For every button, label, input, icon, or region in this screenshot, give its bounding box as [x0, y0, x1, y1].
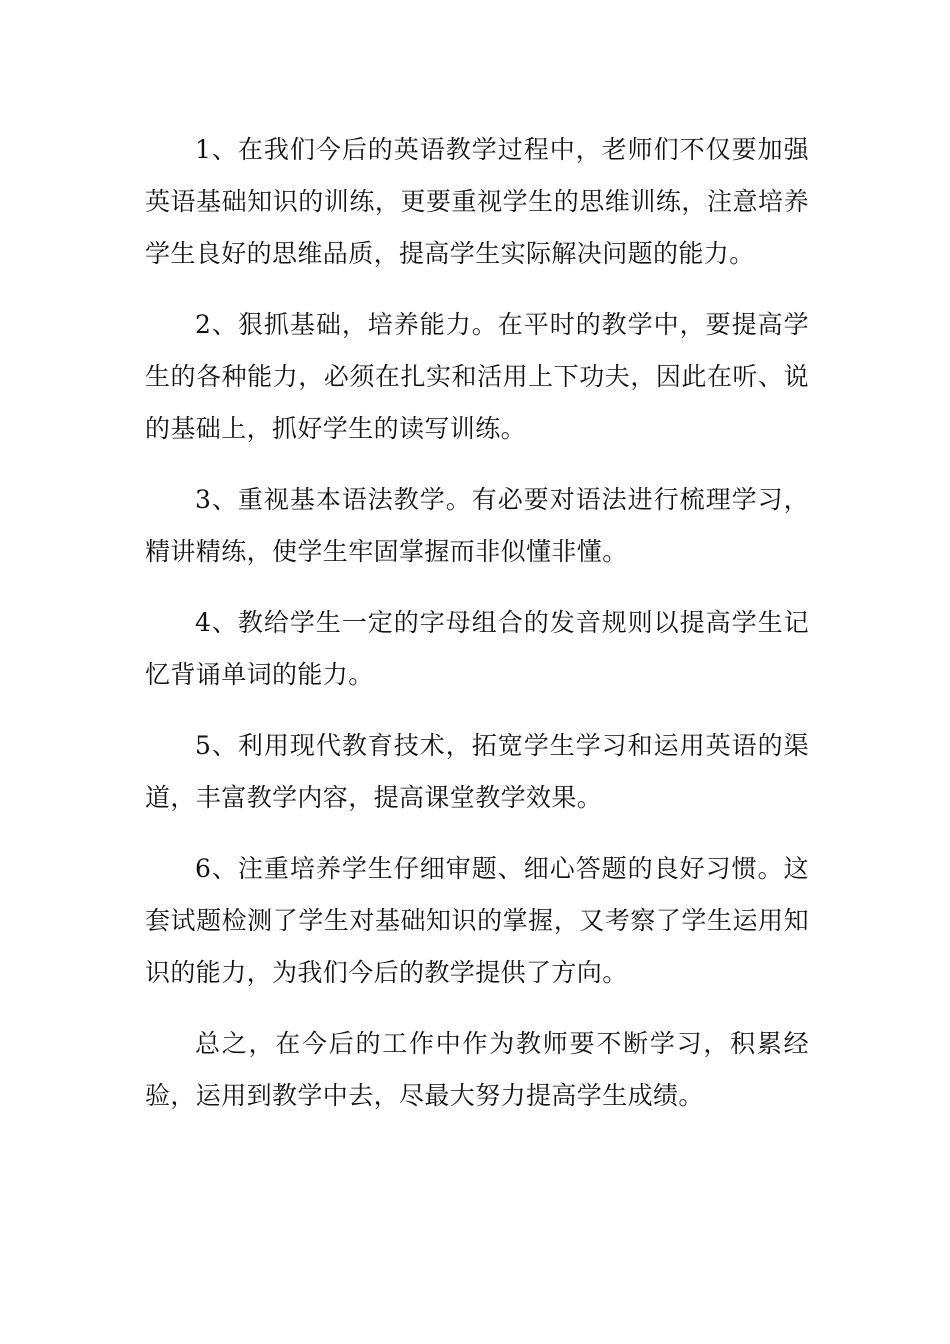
paragraph-summary: 总之，在今后的工作中作为教师要不断学习，积累经验，运用到教学中去，尽最大努力提高学生成绩。: [145, 1029, 809, 1110]
paragraph-2: 2、狠抓基础，培养能力。在平时的教学中，要提高学生的各种能力，必须在扎实和活用上下功夫，因此在听、说的基础上，抓好学生的读写训练。: [145, 310, 809, 443]
paragraph-4: 4、教给学生一定的字母组合的发音规则以提高学生记忆背诵单词的能力。: [145, 608, 809, 689]
document-body: [145, 124, 809, 1141]
paragraph-3: 3、重视基本语法教学。有必要对语法进行梳理学习，精讲精练，使学生牢固掌握而非似懂非懂。: [145, 485, 809, 566]
paragraph-1: 1、在我们今后的英语教学过程中，老师们不仅要加强英语基础知识的训练，更要重视学生的思维训练，注意培养学生良好的思维品质，提高学生实际解决问题的能力。: [145, 135, 809, 268]
paragraph-5: 5、利用现代教育技术，拓宽学生学习和运用英语的渠道，丰富教学内容，提高课堂教学效果。: [145, 731, 809, 812]
paragraph-6: 6、注重培养学生仔细审题、细心答题的良好习惯。这套试题检测了学生对基础知识的掌握，又考察了学生运用知识的能力，为我们今后的教学提供了方向。: [145, 854, 809, 987]
